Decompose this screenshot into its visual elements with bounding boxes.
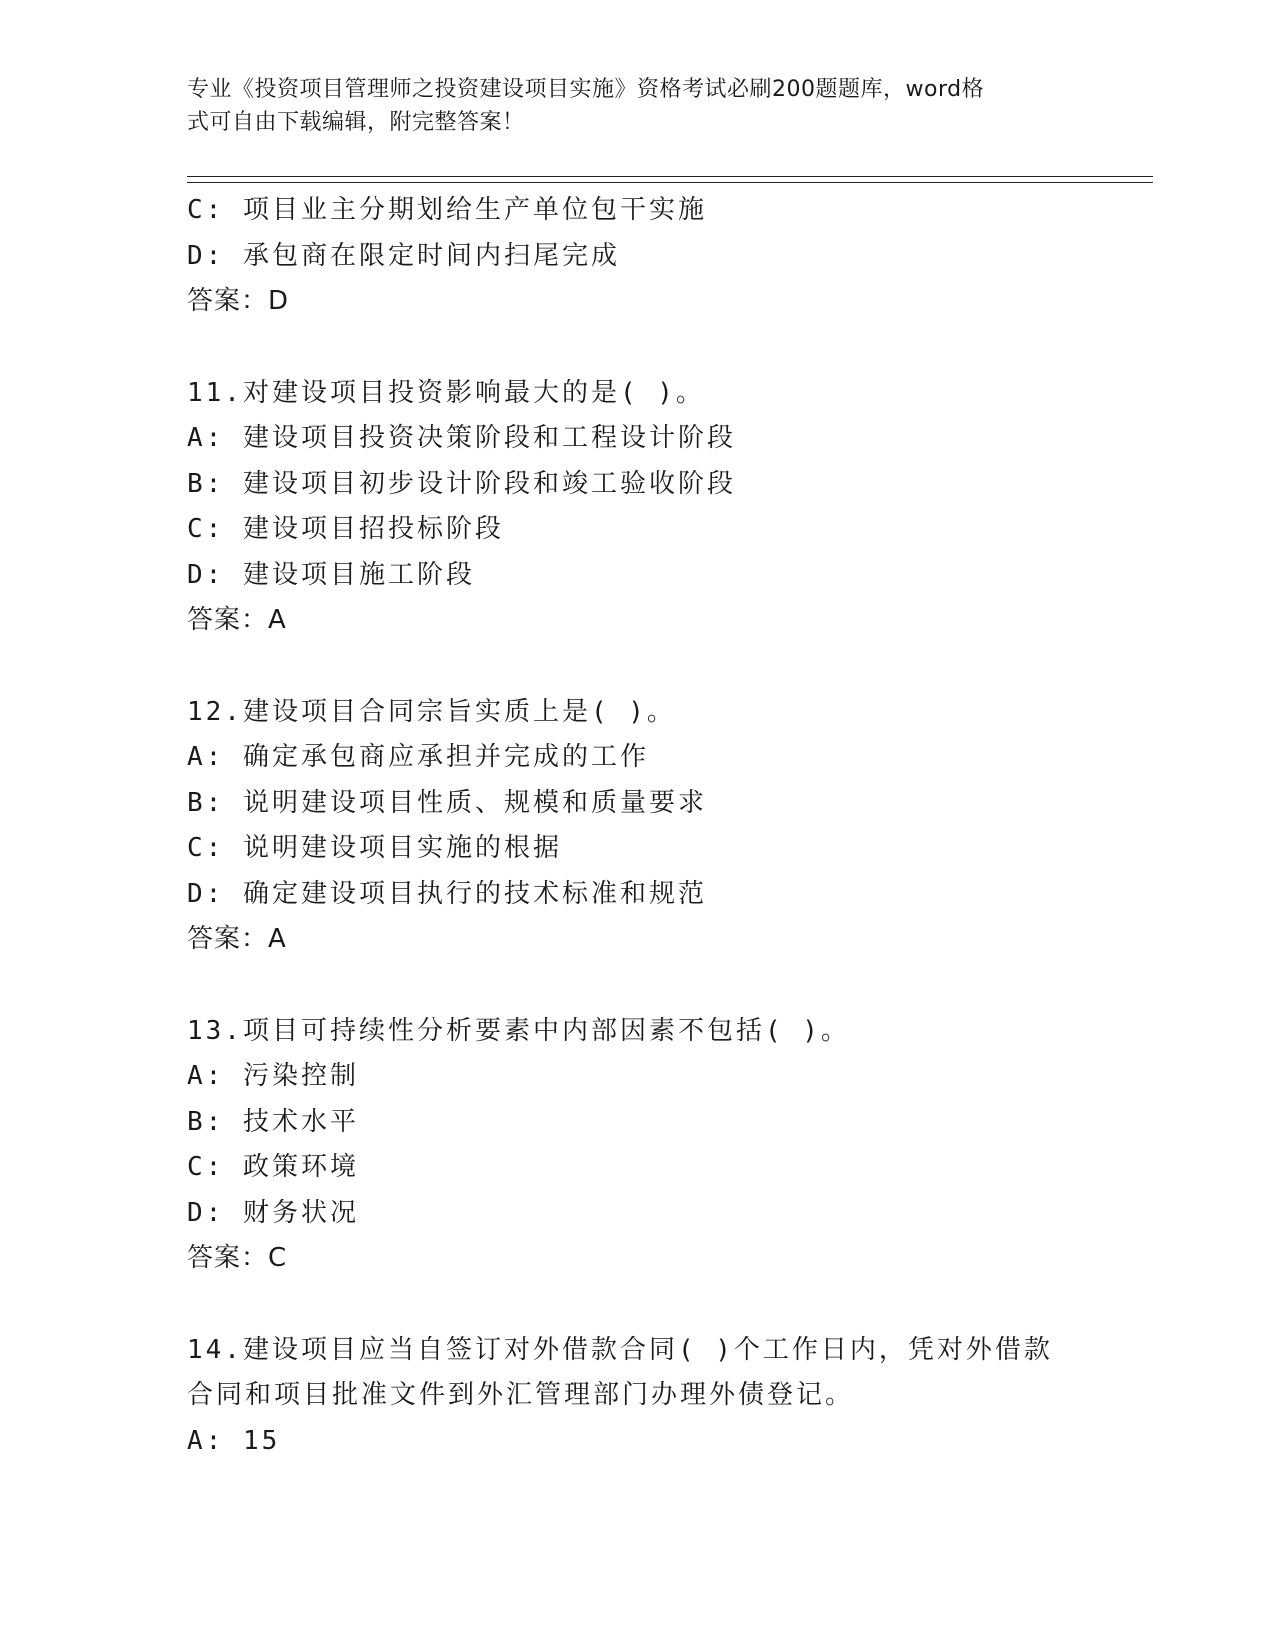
- question-14: [187, 1328, 1087, 1465]
- option-d: D: 建设项目施工阶段: [187, 559, 475, 590]
- question-12: [187, 690, 1087, 963]
- option-a: A: 建设项目投资决策阶段和工程设计阶段: [187, 423, 736, 453]
- question-stem: 13.项目可持续性分析要素中内部因素不包括( )。: [187, 1015, 850, 1046]
- option-c: C: 说明建设项目实施的根据: [187, 833, 562, 863]
- header-line-2: 式可自由下载编辑，附完整答案！: [187, 110, 525, 135]
- spacer: [187, 1282, 1087, 1328]
- option-b: B: 建设项目初步设计阶段和竣工验收阶段: [187, 468, 736, 499]
- option-a: A: 确定承包商应承担并完成的工作: [187, 742, 649, 772]
- option-d: D: 承包商在限定时间内扫尾完成: [187, 240, 620, 271]
- option-b: B: 说明建设项目性质、规模和质量要求: [187, 787, 707, 818]
- header-line-1: 专业《投资项目管理师之投资建设项目实施》资格考试必刷200题题库，word格: [187, 77, 985, 102]
- question-stem: 11.对建设项目投资影响最大的是( )。: [187, 377, 705, 408]
- answer-line: 答案：C: [187, 1243, 288, 1273]
- option-a: A: 15: [187, 1425, 281, 1456]
- question-13: [187, 1009, 1087, 1282]
- option-c: C: 政策环境: [187, 1152, 359, 1182]
- option-c: C: 项目业主分期划给生产单位包干实施: [187, 195, 707, 225]
- document-header: [187, 73, 1067, 139]
- question-stem-line-2: 合同和项目批准文件到外汇管理部门办理外债登记。: [187, 1380, 855, 1410]
- option-b: B: 技术水平: [187, 1106, 359, 1137]
- spacer: [187, 325, 1087, 371]
- answer-line: 答案：A: [187, 924, 287, 954]
- answer-line: 答案：A: [187, 605, 287, 635]
- spacer: [187, 644, 1087, 690]
- header-divider-bottom: [187, 182, 1153, 183]
- option-c: C: 建设项目招投标阶段: [187, 514, 504, 544]
- option-d: D: 财务状况: [187, 1197, 359, 1228]
- spacer: [187, 963, 1087, 1009]
- question-list: [187, 188, 1087, 1464]
- question-stem: 12.建设项目合同宗旨实质上是( )。: [187, 696, 676, 727]
- question-11: [187, 371, 1087, 644]
- question-10-continuation: [187, 188, 1087, 325]
- option-d: D: 确定建设项目执行的技术标准和规范: [187, 878, 707, 909]
- answer-line: 答案：D: [187, 286, 290, 316]
- header-divider-top: [187, 176, 1153, 177]
- question-stem-line-1: 14.建设项目应当自签订对外借款合同( )个工作日内，凭对外借款: [187, 1334, 1053, 1365]
- option-a: A: 污染控制: [187, 1061, 359, 1091]
